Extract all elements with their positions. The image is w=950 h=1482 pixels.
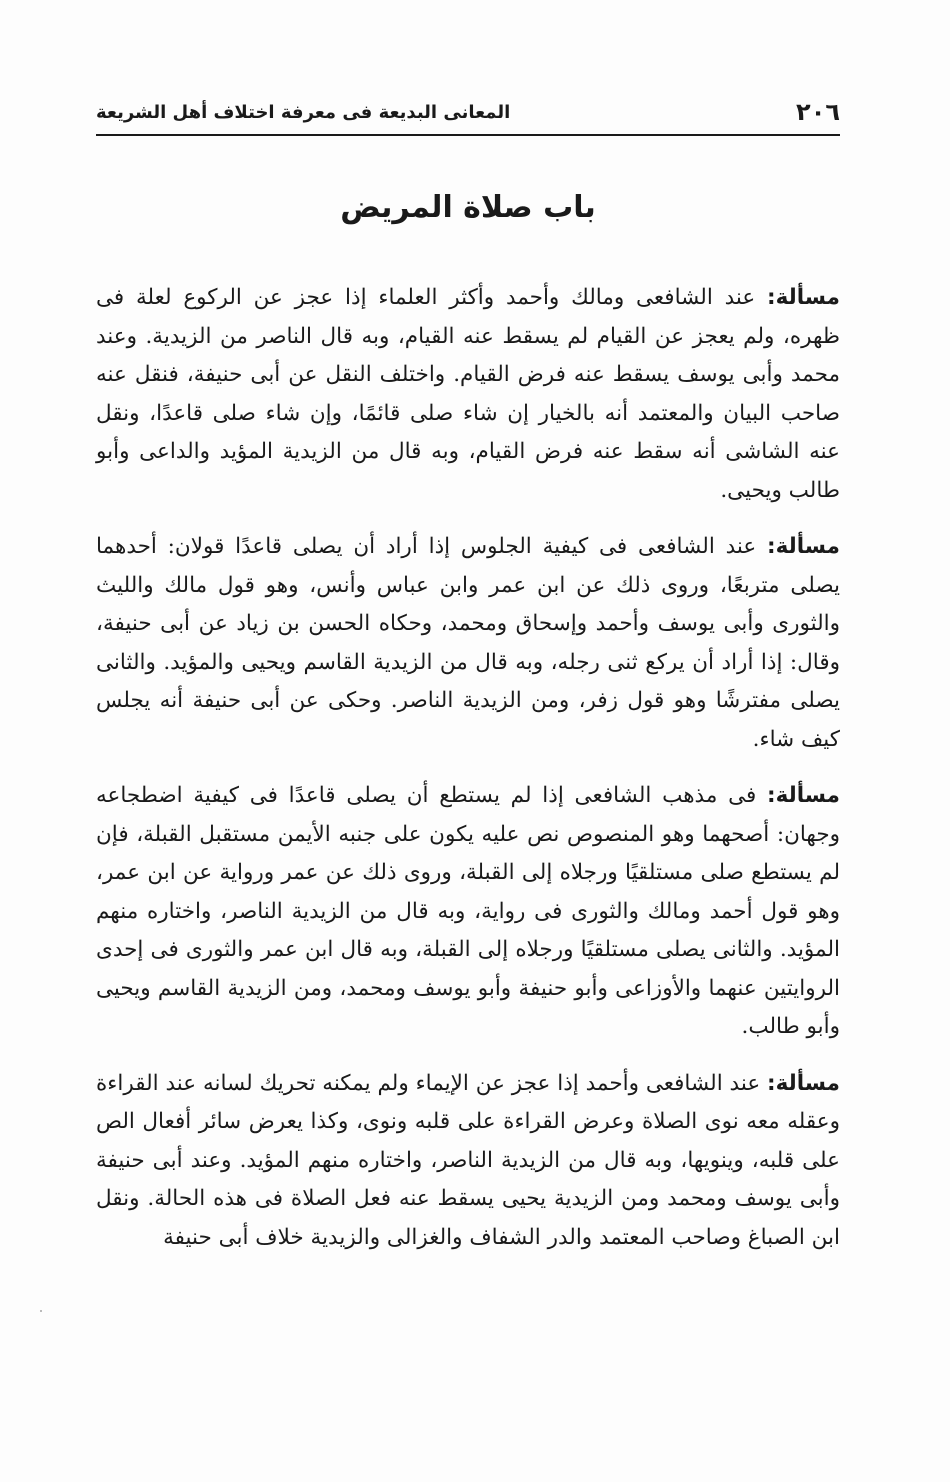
margin-speck: [40, 1310, 42, 1312]
issue-paragraph: [96, 528, 840, 759]
issue-text: عند الشافعى ومالك وأحمد وأكثر العلماء إذا عجز عن الركوع لعلة فى ظهره، ولم يعجز عن القيام لم يسقط عنه القيام، وبه قال الناصر من الزيدية. وعند محمد وأبى يوسف يسقط عنه فرض القيام. واختلف النقل عن أبى حنيفة، فنقل عنه صاحب البيان والمعتمد أنه بالخيار إن شاء صلى قائمًا، وإن شاء صلى قاعدًا، ونقل عنه الشاشى أنه سقط عنه فرض القيام، وبه قال من الزيدية المؤيد والداعى وأبو طالب ويحيى.: [96, 285, 840, 503]
page-number: ٢٠٦: [796, 98, 840, 126]
issue-text: فى مذهب الشافعى إذا لم يستطع أن يصلى قاعدًا فى كيفية اضطجاعه وجهان: أصحهما وهو المنصوص نص عليه يكون على جنبه الأيمن مستقبل القبلة، فإن لم يستطع صلى مستلقيًا ورجلاه إلى القبلة، وروى ذلك عن عمر ورواية عن ابن عمر، وهو قول أحمد ومالك والثورى فى رواية، وبه قال من الزيدية الناصر، واختاره منهم المؤيد. والثانى يصلى مستلقيًا ورجلاه إلى القبلة، وبه قال ابن عمر والثورى فى إحدى الروايتين عنهما والأوزاعى وأبو حنيفة وأبو يوسف ومحمد، ومن الزيدية القاسم ويحيى وأبو طالب.: [96, 783, 840, 1039]
running-header: [96, 92, 840, 132]
running-header-title: المعانى البديعة فى معرفة اختلاف أهل الشريعة: [96, 101, 511, 123]
issue-label: مسألة:: [767, 783, 840, 808]
chapter-title: باب صلاة المريض: [340, 190, 596, 225]
issue-paragraph: [96, 777, 840, 1047]
issue-text: عند الشافعى وأحمد إذا عجز عن الإيماء ولم يمكنه تحريك لسانه عند القراءة وعقله معه نوى الصلاة وعرض القراءة على قلبه ونوى، وكذا يعرض سائر أفعال الص على قلبه، وينويها، وبه قال من الزيدية الناصر، واختاره منهم المؤيد. وعند أبى حنيفة وأبى يوسف ومحمد ومن الزيدية يحيى يسقط عنه فعل الصلاة فى هذه الحالة. ونقل ابن الصباغ وصاحب المعتمد والدر الشفاف والغزالى والزيدية خلاف أبى حنيفة: [96, 1070, 840, 1250]
header-rule: [96, 134, 840, 136]
issue-label: مسألة:: [767, 1070, 840, 1096]
issue-paragraph: [96, 279, 840, 510]
issue-text: عند الشافعى فى كيفية الجلوس إذا أراد أن يصلى قاعدًا قولان: أحدهما يصلى متربعًا، وروى ذلك عن ابن عمر وابن عباس وأنس، وهو قول مالك والليث والثورى وأبى يوسف وأحمد وإسحاق ومحمد، وحكاه الحسن بن زياد عن أبى حنيفة، وقال: إذا أراد أن يركع ثنى رجله، وبه قال من الزيدية القاسم ويحيى والمؤيد. والثانى يصلى مفترشًا وهو قول زفر، ومن الزيدية الناصر. وحكى عن أبى حنيفة أنه يجلس كيف شاء.: [96, 534, 840, 752]
issue-label: مسألة:: [767, 534, 840, 559]
page-body: [96, 279, 840, 1275]
issue-label: مسألة:: [767, 285, 840, 310]
issue-paragraph: [96, 1065, 840, 1258]
